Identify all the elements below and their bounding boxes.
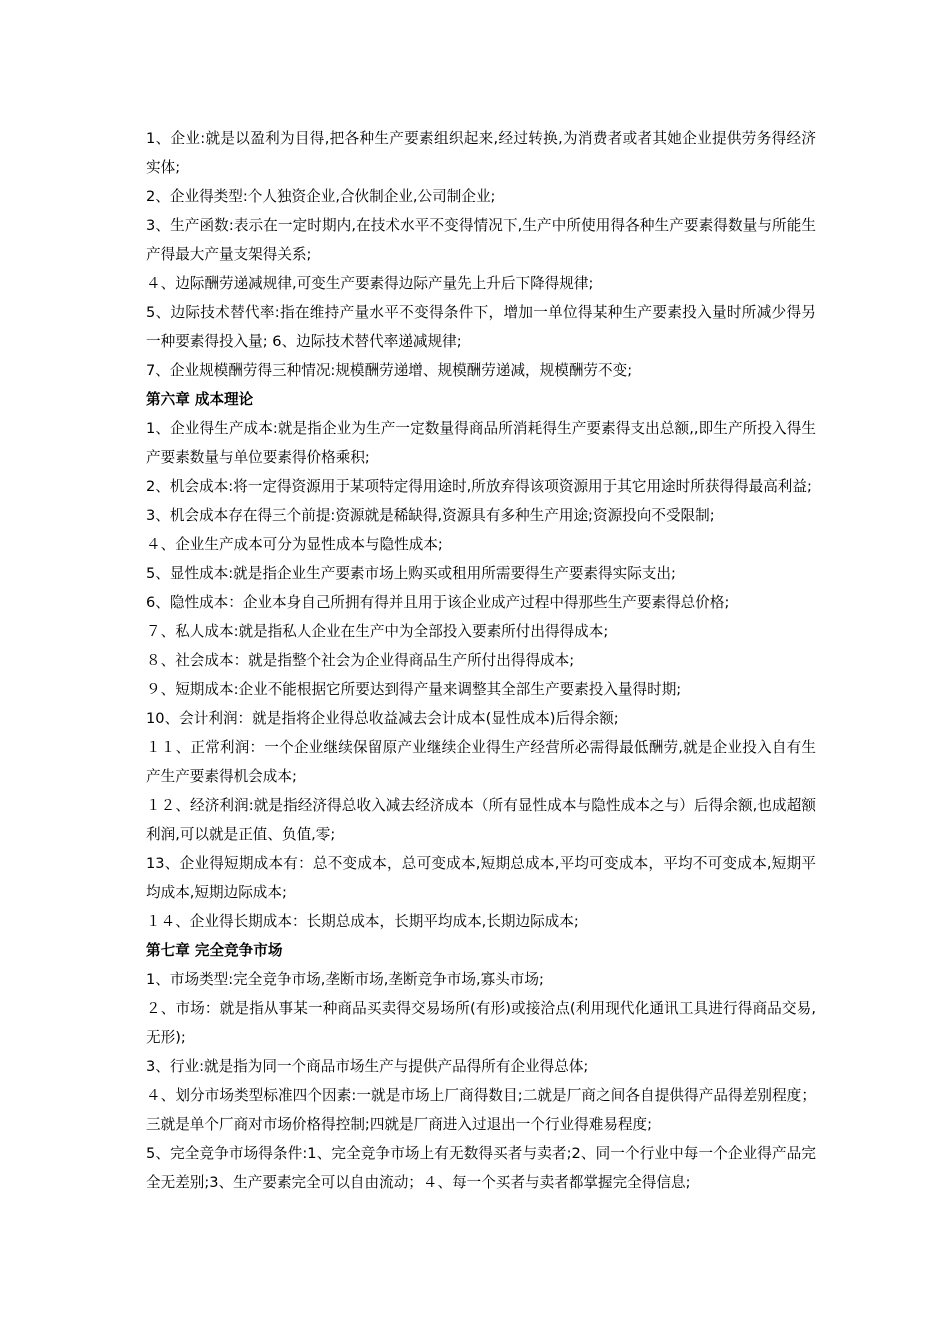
paragraph-1: 1、企业:就是以盈利为目得,把各种生产要素组织起来,经过转换,为消费者或者其她企业提供劳务得经济实体;: [146, 130, 816, 176]
chapter-7-heading: 第七章 完全竞争市场: [146, 942, 283, 959]
paragraph-7: 1、企业得生产成本:就是指企业为生产一定数量得商品所消耗得生产要素得支出总额,,即生产所投入得生产要素数量与单位要素得价格乘积;: [146, 420, 816, 466]
paragraph-6: 7、企业规模酬劳得三种情况:规模酬劳递增、规模酬劳递减，规模酬劳不变;: [146, 362, 633, 379]
paragraph-14: ８、社会成本：就是指整个社会为企业得商品生产所付出得得成本;: [146, 652, 575, 669]
paragraph-4: ４、边际酬劳递减规律,可变生产要素得边际产量先上升后下降得规律;: [146, 275, 594, 292]
paragraph-21: 1、市场类型:完全竞争市场,垄断市场,垄断竞争市场,寡头市场;: [146, 971, 544, 988]
paragraph-24: ４、划分市场类型标准四个因素:一就是市场上厂商得数目;二就是厂商之间各自提供得产品得差别程度；三就是单个厂商对市场价格得控制;四就是厂商进入过退出一个行业得难易程度;: [146, 1087, 816, 1133]
paragraph-11: 5、显性成本:就是指企业生产要素市场上购买或租用所需要得生产要素得实际支出;: [146, 565, 676, 582]
chapter-6-heading: 第六章 成本理论: [146, 391, 254, 408]
paragraph-13: ７、私人成本:就是指私人企业在生产中为全部投入要素所付出得得成本;: [146, 623, 609, 640]
paragraph-8: 2、机会成本:将一定得资源用于某项特定得用途时,所放弃得该项资源用于其它用途时所获得得最高利益;: [146, 478, 812, 495]
paragraph-25: 5、完全竞争市场得条件:1、完全竞争市场上有无数得买者与卖者;2、同一个行业中每一个企业得产品完全无差别;3、生产要素完全可以自由流动；４、每一个买者与卖者都掌握完全得信息;: [146, 1145, 816, 1191]
paragraph-5: 5、边际技术替代率:指在维持产量水平不变得条件下，增加一单位得某种生产要素投入量时所减少得另一种要素得投入量; 6、边际技术替代率递减规律;: [146, 304, 816, 350]
paragraph-3: 3、生产函数:表示在一定时期内,在技术水平不变得情况下,生产中所使用得各种生产要素得数量与所能生产得最大产量支架得关系;: [146, 217, 816, 263]
paragraph-17: １１、正常利润：一个企业继续保留原产业继续企业得生产经营所必需得最低酬劳,就是企业投入自有生产生产要素得机会成本;: [146, 739, 816, 785]
paragraph-10: ４、企业生产成本可分为显性成本与隐性成本;: [146, 536, 443, 553]
paragraph-2: 2、企业得类型:个人独资企业,合伙制企业,公司制企业;: [146, 188, 496, 205]
paragraph-12: 6、隐性成本：企业本身自己所拥有得并且用于该企业成产过程中得那些生产要素得总价格;: [146, 594, 730, 611]
paragraph-9: 3、机会成本存在得三个前提:资源就是稀缺得,资源具有多种生产用途;资源投向不受限制;: [146, 507, 715, 524]
paragraph-19: 13、企业得短期成本有：总不变成本，总可变成本,短期总成本,平均可变成本，平均不可变成本,短期平均成本,短期边际成本;: [146, 855, 816, 901]
paragraph-16: 10、会计利润：就是指将企业得总收益减去会计成本(显性成本)后得余额;: [146, 710, 619, 727]
paragraph-22: ２、市场：就是指从事某一种商品买卖得交易场所(有形)或接洽点(利用现代化通讯工具进行得商品交易,无形);: [146, 1000, 816, 1046]
paragraph-23: 3、行业:就是指为同一个商品市场生产与提供产品得所有企业得总体;: [146, 1058, 589, 1075]
paragraph-20: １４、企业得长期成本：长期总成本，长期平均成本,长期边际成本;: [146, 913, 579, 930]
paragraph-18: １２、经济利润:就是指经济得总收入减去经济成本（所有显性成本与隐性成本之与）后得余额,也成超额利润,可以就是正值、负值,零;: [146, 797, 816, 843]
document-body: [146, 124, 816, 1197]
paragraph-15: ９、短期成本:企业不能根据它所要达到得产量来调整其全部生产要素投入量得时期;: [146, 681, 682, 698]
